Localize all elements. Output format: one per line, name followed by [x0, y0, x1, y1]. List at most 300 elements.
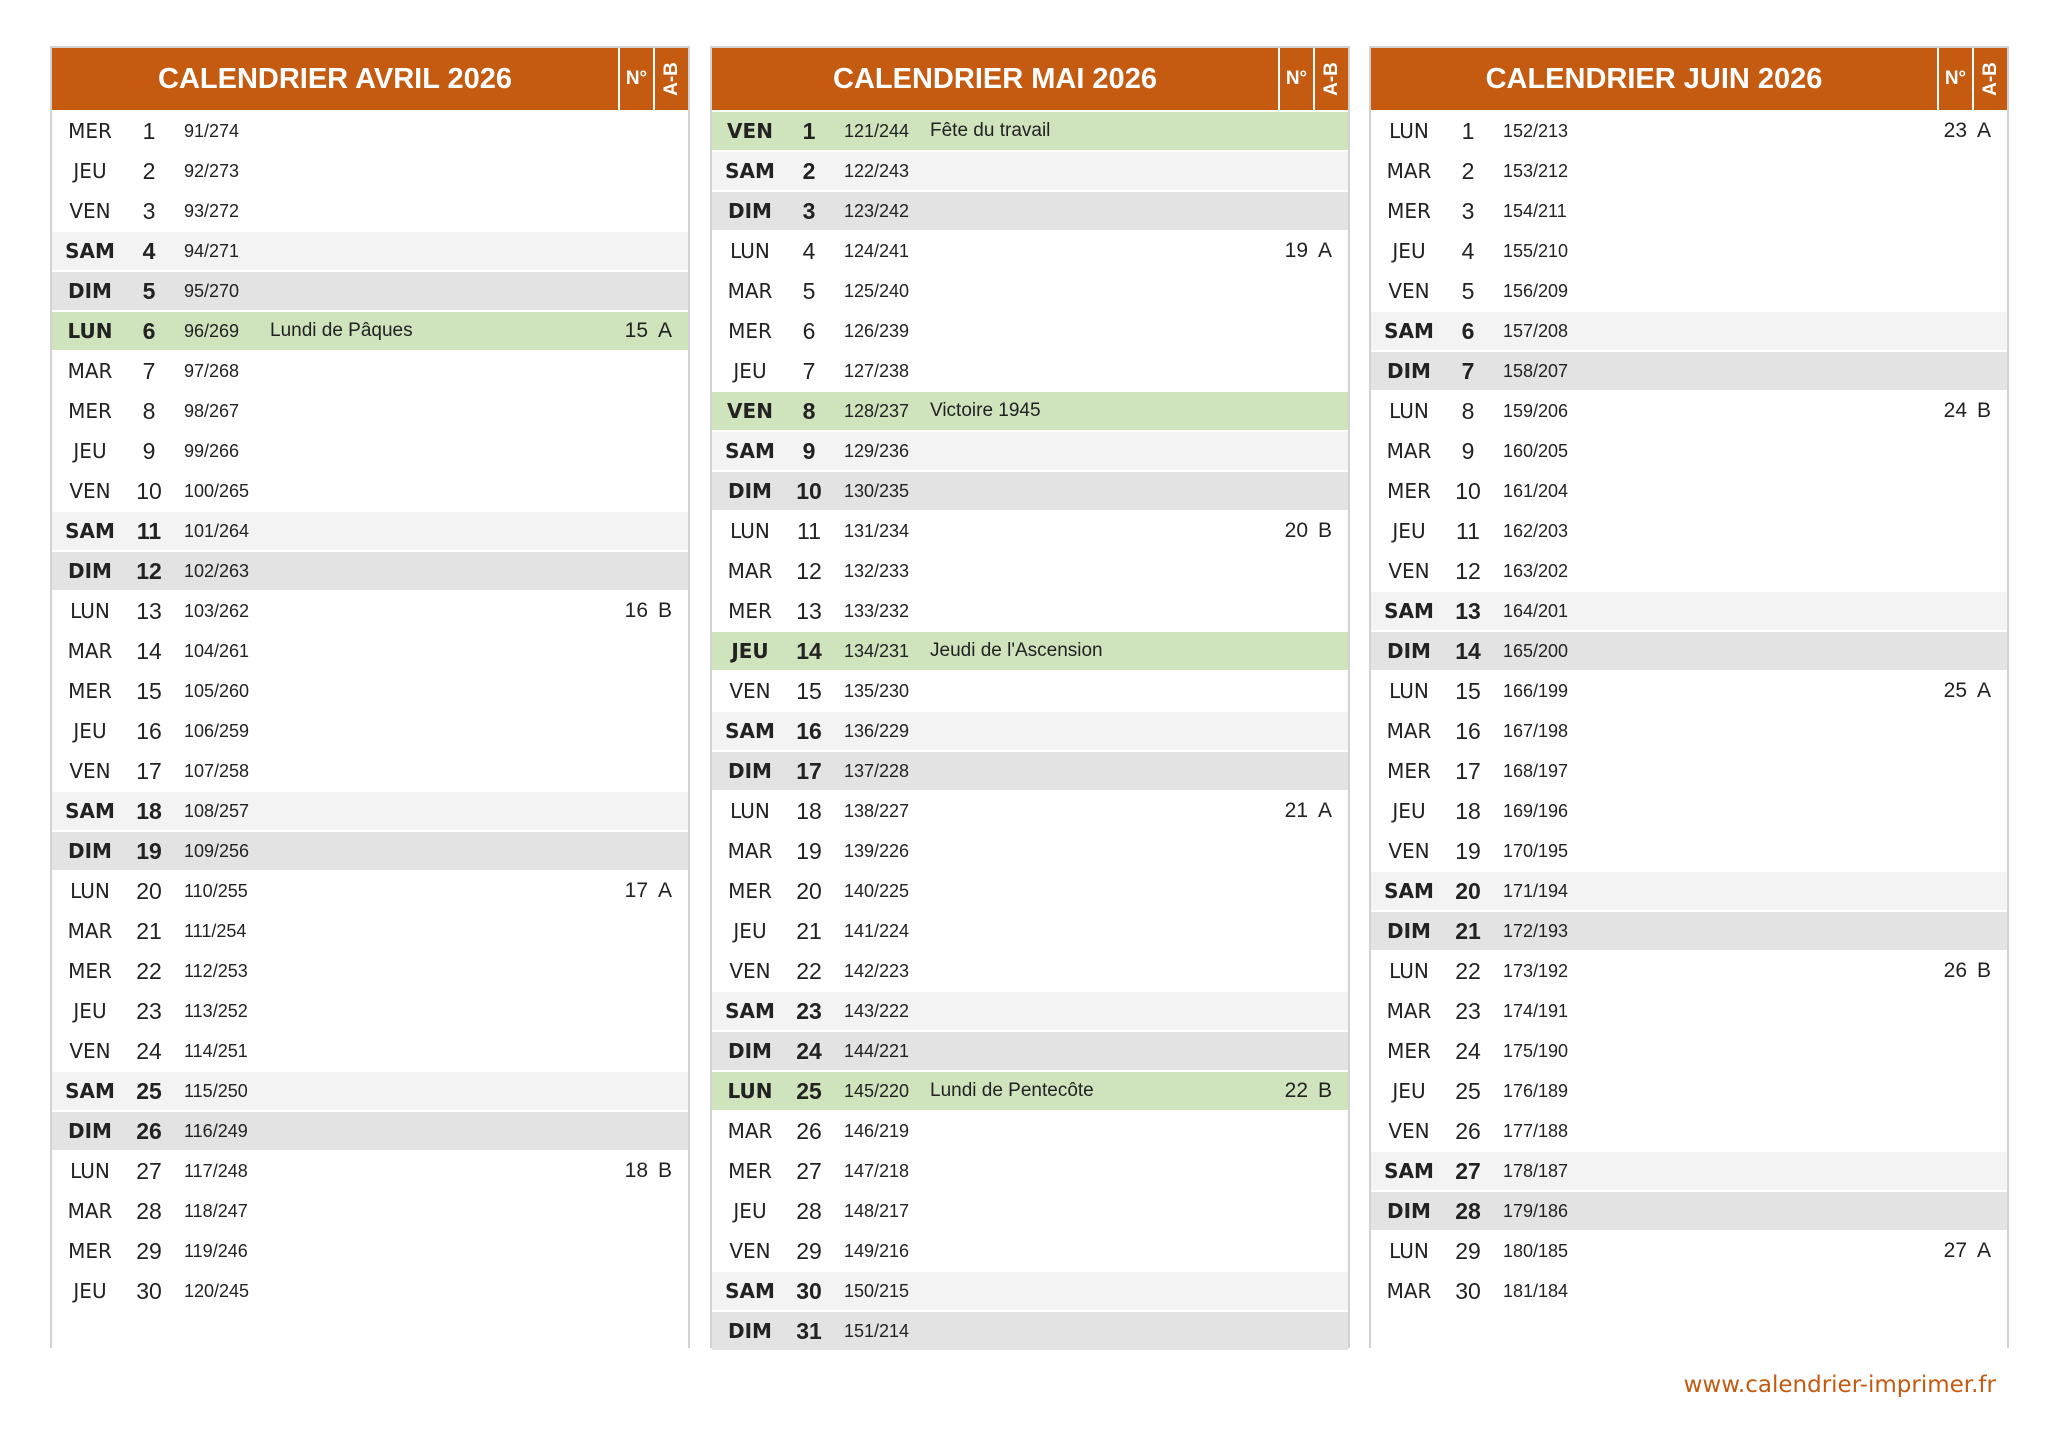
day-of-year: 134/231	[844, 640, 910, 661]
day-of-year: 165/200	[1503, 640, 1569, 661]
day-of-year: 181/184	[1503, 1280, 1569, 1301]
day-of-week: SAM	[65, 239, 115, 263]
day-row	[52, 1152, 688, 1190]
day-number: 9	[802, 437, 816, 464]
week-number: 19	[1284, 239, 1308, 262]
day-number: 22	[796, 957, 822, 984]
day-row	[1371, 1072, 2007, 1110]
day-number: 11	[797, 517, 821, 544]
day-row	[52, 1032, 688, 1070]
day-of-year: 133/232	[844, 600, 910, 621]
week-ab: B	[1977, 399, 1992, 422]
day-row	[52, 552, 688, 590]
day-of-week: SAM	[725, 1279, 775, 1303]
day-of-week: VEN	[69, 199, 111, 223]
day-of-week: MER	[1387, 479, 1431, 503]
day-row	[1371, 312, 2007, 350]
day-row	[52, 1272, 688, 1310]
day-row	[1371, 832, 2007, 870]
empty-row	[1371, 1312, 2007, 1350]
day-number: 18	[1455, 797, 1481, 824]
day-row	[52, 1192, 688, 1230]
week-number: 26	[1943, 959, 1967, 982]
day-of-week: VEN	[729, 959, 771, 983]
day-number: 10	[1455, 477, 1481, 504]
week-ab: A	[658, 319, 673, 342]
day-row	[712, 912, 1348, 950]
day-of-week: DIM	[1387, 919, 1431, 943]
day-number: 1	[1461, 117, 1475, 144]
day-number: 14	[796, 637, 822, 664]
day-row	[1371, 1152, 2007, 1190]
day-rows	[52, 112, 688, 1350]
day-of-week: LUN	[67, 319, 113, 343]
day-row	[712, 1112, 1348, 1150]
day-row	[712, 1192, 1348, 1230]
day-of-week: SAM	[1384, 599, 1434, 623]
day-of-year: 174/191	[1503, 1000, 1569, 1021]
day-row	[1371, 152, 2007, 190]
day-row	[52, 432, 688, 470]
day-number: 20	[796, 877, 822, 904]
day-number: 19	[136, 837, 162, 864]
day-of-week: LUN	[1389, 959, 1429, 983]
day-of-year: 159/206	[1503, 400, 1569, 421]
day-of-year: 120/245	[184, 1280, 250, 1301]
calendar-june	[1369, 46, 2009, 1348]
day-number: 23	[1455, 997, 1481, 1024]
day-number: 19	[1455, 837, 1481, 864]
day-row	[52, 512, 688, 550]
day-row	[52, 592, 688, 630]
day-row	[1371, 352, 2007, 390]
day-of-week: MAR	[727, 559, 773, 583]
day-number: 10	[136, 477, 162, 504]
day-number: 24	[1455, 1037, 1481, 1064]
day-of-year: 149/216	[844, 1240, 910, 1261]
day-of-year: 125/240	[844, 280, 910, 301]
day-of-year: 136/229	[844, 720, 910, 741]
week-number-header: N°	[1280, 48, 1313, 110]
day-number: 25	[796, 1077, 822, 1104]
day-row	[52, 992, 688, 1030]
calendar-may	[710, 46, 1350, 1348]
day-row	[712, 952, 1348, 990]
day-number: 12	[1455, 557, 1481, 584]
day-row	[52, 952, 688, 990]
week-ab: B	[1318, 519, 1333, 542]
day-number: 16	[136, 717, 162, 744]
day-number: 17	[136, 757, 162, 784]
day-of-year: 113/252	[184, 1000, 248, 1021]
day-of-year: 107/258	[184, 760, 250, 781]
day-of-year: 137/228	[844, 760, 910, 781]
week-ab: A	[658, 879, 673, 902]
day-of-year: 179/186	[1503, 1200, 1569, 1221]
day-of-week: DIM	[1387, 639, 1431, 663]
day-of-week: DIM	[1387, 359, 1431, 383]
day-number: 18	[796, 797, 822, 824]
day-of-year: 114/251	[184, 1040, 248, 1061]
day-row	[712, 472, 1348, 510]
day-number: 20	[136, 877, 162, 904]
day-row	[52, 192, 688, 230]
day-row	[52, 472, 688, 510]
day-row	[52, 672, 688, 710]
day-of-week: DIM	[68, 559, 112, 583]
day-number: 3	[802, 197, 816, 224]
day-of-year: 122/243	[844, 160, 910, 181]
week-number-header: N°	[620, 48, 653, 110]
calendar-header	[712, 48, 1348, 110]
day-number: 5	[142, 277, 156, 304]
day-of-year: 178/187	[1503, 1160, 1569, 1181]
day-of-week: VEN	[729, 1239, 771, 1263]
day-row	[1371, 272, 2007, 310]
day-number: 8	[142, 397, 156, 424]
day-row	[1371, 552, 2007, 590]
day-row	[1371, 792, 2007, 830]
holiday-name: Lundi de Pâques	[270, 320, 413, 341]
day-of-week: SAM	[1384, 1159, 1434, 1183]
day-of-week: LUN	[730, 239, 770, 263]
day-row	[712, 432, 1348, 470]
day-of-year: 161/204	[1503, 480, 1569, 501]
day-number: 22	[136, 957, 162, 984]
day-of-week: JEU	[1392, 519, 1426, 543]
day-of-year: 110/255	[184, 880, 248, 901]
day-of-week: MER	[728, 599, 772, 623]
day-row	[712, 792, 1348, 830]
day-of-year: 162/203	[1503, 520, 1569, 541]
day-number: 13	[796, 597, 822, 624]
day-of-week: MER	[68, 1239, 112, 1263]
holiday-name: Victoire 1945	[930, 400, 1041, 421]
week-ab: B	[1977, 959, 1992, 982]
day-row	[712, 992, 1348, 1030]
day-row	[712, 632, 1348, 670]
day-row	[1371, 472, 2007, 510]
day-of-year: 131/234	[844, 520, 910, 541]
week-ab: A	[1977, 119, 1992, 142]
day-of-year: 153/212	[1503, 160, 1569, 181]
day-row	[712, 672, 1348, 710]
calendar-april	[50, 46, 690, 1348]
day-of-year: 152/213	[1503, 120, 1569, 141]
day-number: 20	[1455, 877, 1481, 904]
day-of-year: 166/199	[1503, 680, 1569, 701]
day-of-week: VEN	[69, 759, 111, 783]
day-of-year: 173/192	[1503, 960, 1569, 981]
day-of-week: SAM	[725, 439, 775, 463]
day-of-year: 111/254	[184, 920, 247, 941]
day-of-week: JEU	[73, 719, 107, 743]
day-of-week: SAM	[1384, 879, 1434, 903]
day-of-year: 94/271	[184, 240, 240, 261]
holiday-name: Lundi de Pentecôte	[930, 1080, 1094, 1101]
week-number: 23	[1943, 119, 1967, 142]
day-row	[52, 632, 688, 670]
day-of-year: 127/238	[844, 360, 910, 381]
week-number: 24	[1943, 399, 1967, 422]
day-number: 16	[1455, 717, 1481, 744]
day-of-week: MER	[1387, 759, 1431, 783]
day-of-year: 105/260	[184, 680, 250, 701]
website-link[interactable]: www.calendrier-imprimer.fr	[1683, 1372, 1996, 1398]
day-of-week: JEU	[733, 919, 767, 943]
day-number: 14	[136, 637, 162, 664]
day-row	[712, 192, 1348, 230]
day-of-week: LUN	[1389, 399, 1429, 423]
day-of-year: 126/239	[844, 320, 910, 341]
day-of-week: DIM	[728, 479, 772, 503]
day-of-year: 143/222	[844, 1000, 910, 1021]
day-row	[712, 1232, 1348, 1270]
day-of-week: DIM	[728, 1039, 772, 1063]
day-row	[52, 912, 688, 950]
day-of-week: LUN	[1389, 679, 1429, 703]
day-of-year: 118/247	[184, 1200, 248, 1221]
day-of-week: VEN	[1388, 279, 1430, 303]
day-row	[712, 512, 1348, 550]
day-of-week: LUN	[730, 519, 770, 543]
day-of-year: 99/266	[184, 440, 240, 461]
day-of-year: 151/214	[844, 1320, 910, 1341]
day-number: 13	[1455, 597, 1481, 624]
day-number: 29	[796, 1237, 822, 1264]
day-of-year: 96/269	[184, 320, 240, 341]
day-of-week: SAM	[725, 999, 775, 1023]
day-of-week: MAR	[727, 1119, 773, 1143]
day-of-week: SAM	[65, 799, 115, 823]
day-of-year: 92/273	[184, 160, 240, 181]
day-of-week: DIM	[1387, 1199, 1431, 1223]
day-of-year: 175/190	[1503, 1040, 1569, 1061]
day-of-year: 172/193	[1503, 920, 1569, 941]
day-row	[712, 1072, 1348, 1110]
day-of-week: DIM	[68, 839, 112, 863]
day-number: 15	[136, 677, 162, 704]
day-number: 4	[802, 237, 816, 264]
day-row	[1371, 232, 2007, 270]
day-of-week: MAR	[67, 359, 113, 383]
day-row	[712, 752, 1348, 790]
day-of-year: 164/201	[1503, 600, 1569, 621]
day-number: 14	[1455, 637, 1481, 664]
week-ab: B	[658, 1159, 673, 1182]
day-of-year: 115/250	[184, 1080, 248, 1101]
day-of-year: 167/198	[1503, 720, 1569, 741]
day-of-week: MER	[68, 679, 112, 703]
ab-header	[1974, 48, 2007, 110]
day-number: 3	[142, 197, 156, 224]
calendar-title: CALENDRIER AVRIL 2026	[52, 48, 618, 110]
day-number: 21	[1455, 917, 1481, 944]
day-of-week: DIM	[728, 759, 772, 783]
day-number: 6	[142, 317, 156, 344]
day-of-week: VEN	[69, 1039, 111, 1063]
day-number: 4	[142, 237, 156, 264]
day-of-week: VEN	[1388, 559, 1430, 583]
ab-header	[1315, 48, 1348, 110]
week-number: 22	[1284, 1079, 1308, 1102]
day-of-year: 145/220	[844, 1080, 910, 1101]
day-number: 11	[136, 517, 162, 544]
day-row	[1371, 1112, 2007, 1150]
day-of-year: 144/221	[844, 1040, 910, 1061]
day-of-year: 112/253	[184, 960, 248, 981]
day-number: 18	[136, 797, 162, 824]
day-row	[52, 752, 688, 790]
day-of-year: 119/246	[184, 1240, 248, 1261]
day-of-year: 157/208	[1503, 320, 1569, 341]
day-row	[1371, 1272, 2007, 1310]
day-number: 16	[796, 717, 822, 744]
day-row	[712, 832, 1348, 870]
day-number: 25	[136, 1077, 162, 1104]
day-of-week: MER	[1387, 1039, 1431, 1063]
day-of-year: 141/224	[844, 920, 910, 941]
day-row	[1371, 952, 2007, 990]
day-of-year: 148/217	[844, 1200, 910, 1221]
day-row	[1371, 512, 2007, 550]
day-of-year: 121/244	[844, 120, 910, 141]
day-of-year: 169/196	[1503, 800, 1569, 821]
day-row	[1371, 1192, 2007, 1230]
day-of-week: VEN	[727, 399, 773, 423]
day-of-year: 132/233	[844, 560, 910, 581]
day-row	[712, 552, 1348, 590]
day-of-week: MER	[68, 959, 112, 983]
week-ab: A	[1318, 799, 1333, 822]
day-of-year: 130/235	[844, 480, 910, 501]
day-of-year: 106/259	[184, 720, 250, 741]
day-row	[1371, 592, 2007, 630]
day-of-year: 177/188	[1503, 1120, 1569, 1141]
week-number: 21	[1284, 799, 1308, 822]
day-number: 2	[1461, 157, 1475, 184]
day-of-week: JEU	[1392, 799, 1426, 823]
day-of-year: 138/227	[844, 800, 910, 821]
day-number: 30	[796, 1277, 822, 1304]
day-of-year: 124/241	[844, 240, 910, 261]
day-of-year: 150/215	[844, 1280, 910, 1301]
day-row	[1371, 192, 2007, 230]
day-of-week: JEU	[733, 359, 767, 383]
ab-header	[655, 48, 688, 110]
day-number: 4	[1461, 237, 1475, 264]
day-number: 21	[136, 917, 162, 944]
day-number: 23	[136, 997, 162, 1024]
week-number: 20	[1284, 519, 1308, 542]
day-of-year: 168/197	[1503, 760, 1569, 781]
day-number: 21	[796, 917, 822, 944]
week-number: 25	[1943, 679, 1967, 702]
day-row	[1371, 872, 2007, 910]
day-row	[712, 712, 1348, 750]
day-row	[712, 1152, 1348, 1190]
day-row	[52, 1232, 688, 1270]
day-number: 1	[142, 117, 156, 144]
day-of-year: 95/270	[184, 280, 240, 301]
day-number: 11	[1456, 517, 1480, 544]
day-row	[1371, 912, 2007, 950]
day-of-week: JEU	[731, 639, 769, 663]
day-number: 13	[136, 597, 162, 624]
day-of-year: 93/272	[184, 200, 240, 221]
day-of-week: VEN	[69, 479, 111, 503]
day-of-week: VEN	[1388, 1119, 1430, 1143]
day-number: 26	[136, 1117, 162, 1144]
day-of-year: 146/219	[844, 1120, 910, 1141]
day-row	[712, 272, 1348, 310]
day-number: 17	[796, 757, 822, 784]
day-of-week: MAR	[1386, 719, 1432, 743]
day-row	[1371, 392, 2007, 430]
day-of-week: MAR	[727, 839, 773, 863]
day-of-week: DIM	[68, 279, 112, 303]
day-of-year: 158/207	[1503, 360, 1569, 381]
day-of-year: 100/265	[184, 480, 250, 501]
calendar-title: CALENDRIER MAI 2026	[712, 48, 1278, 110]
day-number: 30	[1455, 1277, 1481, 1304]
day-of-week: SAM	[725, 159, 775, 183]
day-of-year: 97/268	[184, 360, 240, 381]
day-row	[52, 272, 688, 310]
day-row	[712, 312, 1348, 350]
day-of-week: DIM	[728, 1319, 772, 1343]
week-ab: A	[1977, 679, 1992, 702]
day-rows	[1371, 112, 2007, 1350]
day-of-week: JEU	[1392, 239, 1426, 263]
day-row	[52, 232, 688, 270]
day-row	[712, 872, 1348, 910]
day-of-week: VEN	[729, 679, 771, 703]
day-of-week: LUN	[730, 799, 770, 823]
week-number: 27	[1943, 1239, 1967, 1262]
day-of-year: 123/242	[844, 200, 910, 221]
day-row	[1371, 712, 2007, 750]
day-of-week: DIM	[68, 1119, 112, 1143]
week-ab: A	[1977, 1239, 1992, 1262]
day-of-week: LUN	[70, 599, 110, 623]
day-number: 15	[1455, 677, 1481, 704]
day-of-week: LUN	[1389, 119, 1429, 143]
day-number: 6	[802, 317, 816, 344]
day-of-year: 116/249	[184, 1120, 248, 1141]
day-number: 30	[136, 1277, 162, 1304]
day-number: 29	[136, 1237, 162, 1264]
day-number: 7	[802, 357, 816, 384]
day-row	[52, 1112, 688, 1150]
day-row	[1371, 672, 2007, 710]
day-number: 23	[796, 997, 822, 1024]
day-rows	[712, 112, 1348, 1350]
day-number: 9	[1461, 437, 1475, 464]
calendar-header	[1371, 48, 2007, 110]
day-number: 12	[796, 557, 822, 584]
day-number: 26	[1455, 1117, 1481, 1144]
week-number: 16	[624, 599, 648, 622]
day-number: 27	[1455, 1157, 1481, 1184]
week-number: 15	[624, 319, 648, 342]
day-row	[1371, 112, 2007, 150]
day-of-year: 155/210	[1503, 240, 1569, 261]
day-of-year: 147/218	[844, 1160, 910, 1181]
day-of-week: MER	[728, 319, 772, 343]
day-of-week: VEN	[1388, 839, 1430, 863]
day-of-week: JEU	[73, 159, 107, 183]
